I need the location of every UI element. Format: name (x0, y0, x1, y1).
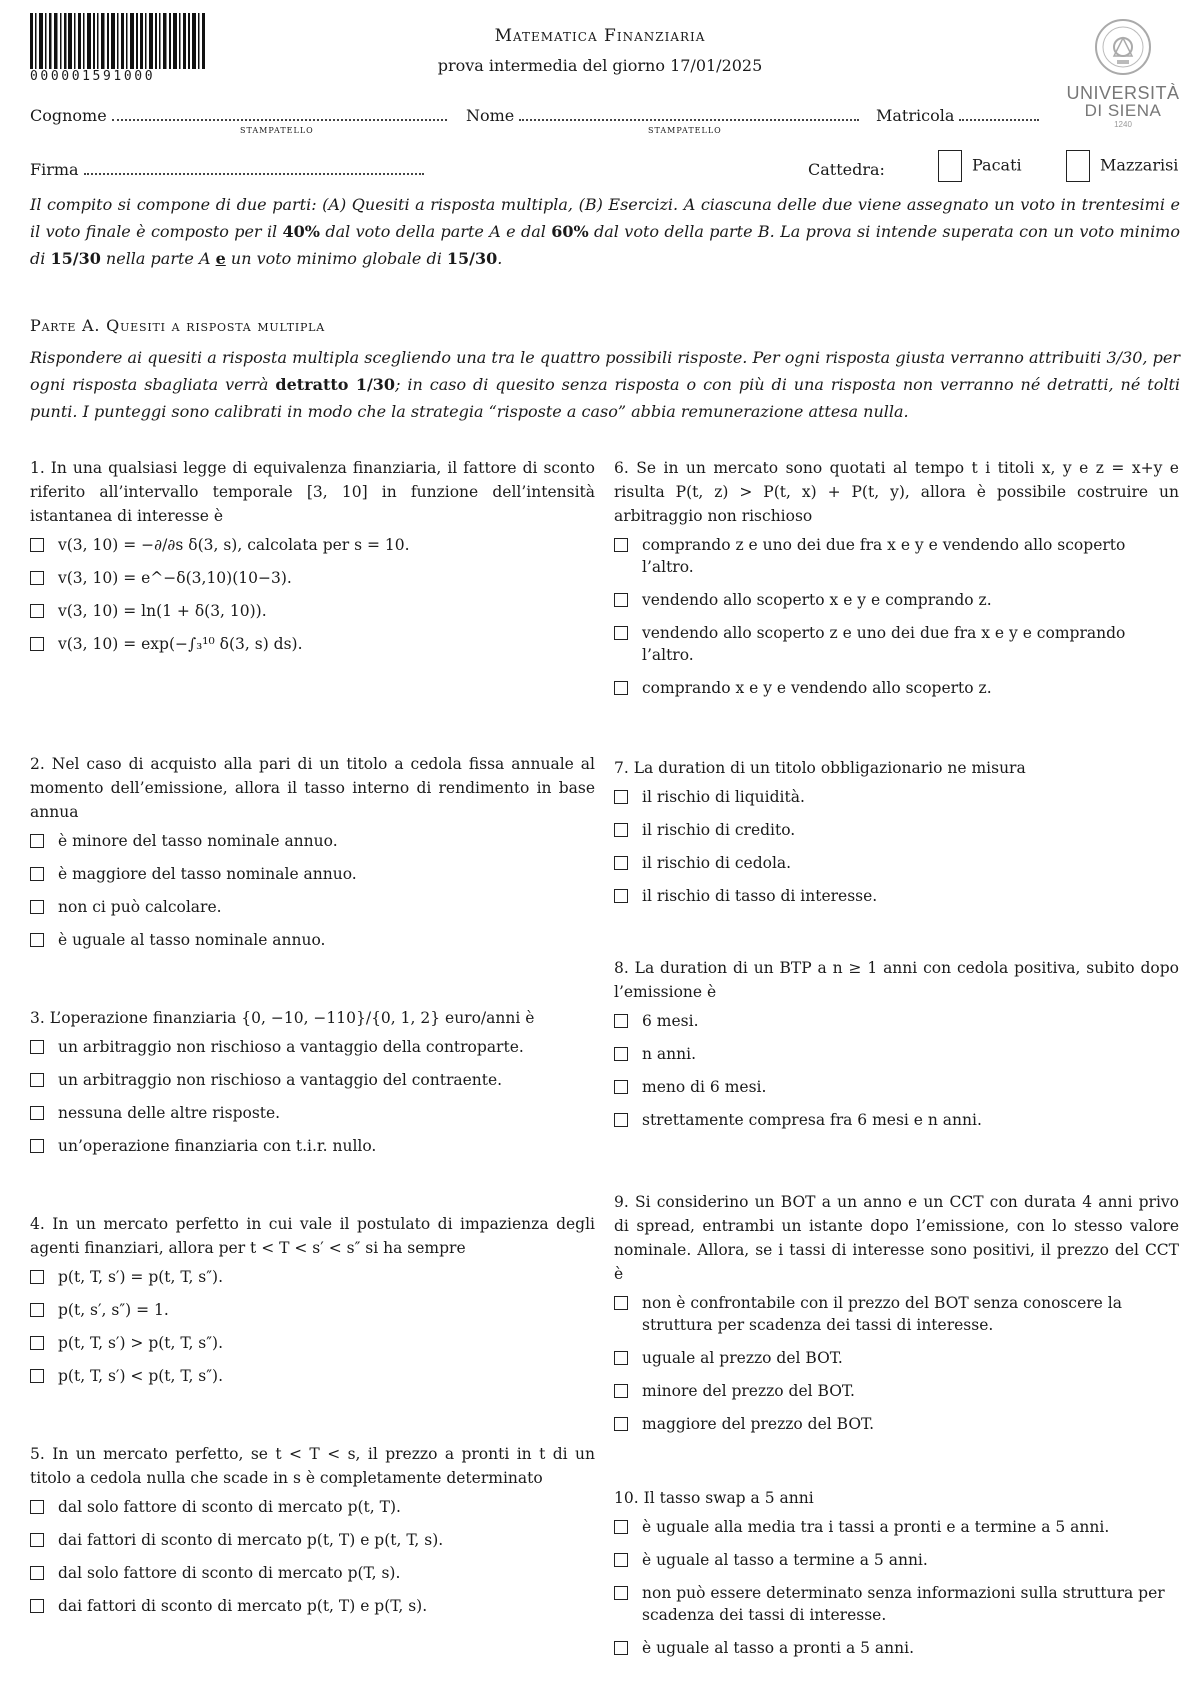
question-stem: 5. In un mercato perfetto, se t < T < s, il prezzo a pronti in t di un titolo a cedola nulla che scade in s è completamente determinato (30, 1445, 595, 1487)
part-a-heading: Parte A. Quesiti a risposta multipla (30, 316, 326, 335)
answer-option[interactable]: il rischio di liquidità. (614, 786, 1179, 808)
question-stem: 8. La duration di un BTP a n ≥ 1 anni con cedola positiva, subito dopo l’emissione è (614, 959, 1179, 1001)
answer-option[interactable]: p(t, T, s′) < p(t, T, s″). (30, 1365, 595, 1387)
answer-option[interactable]: il rischio di cedola. (614, 852, 1179, 874)
answer-option[interactable]: dal solo fattore di sconto di mercato p(T, s). (30, 1562, 595, 1584)
answer-option[interactable]: comprando z e uno dei due fra x e y e vendendo allo scoperto l’altro. (614, 534, 1179, 578)
answer-option[interactable]: dal solo fattore di sconto di mercato p(t, T). (30, 1496, 595, 1518)
answer-option[interactable]: è maggiore del tasso nominale annuo. (30, 863, 595, 885)
answer-option[interactable]: non è confrontabile con il prezzo del BOT senza conoscere la struttura per scadenza dei tassi di interesse. (614, 1292, 1179, 1336)
logo-line2: DI SIENA (1084, 101, 1162, 120)
answer-option[interactable]: v(3, 10) = exp(−∫₃¹⁰ δ(3, s) ds). (30, 633, 595, 655)
nome-field[interactable] (466, 106, 859, 125)
firma-label: Firma (30, 160, 79, 179)
cattedra-option-mazzarisi[interactable] (1066, 150, 1178, 182)
question-stem: 9. Si considerino un BOT a un anno e un CCT con durata 4 anni privo di spread, entrambi un istante dopo l’emissione, con lo stesso valore nominale. Allora, se i tassi di interesse sono positivi, il prezzo del CCT è (614, 1193, 1179, 1283)
answer-option[interactable]: non ci può calcolare. (30, 896, 595, 918)
answer-option[interactable]: è uguale al tasso a pronti a 5 anni. (614, 1637, 1179, 1659)
matricola-line[interactable] (959, 107, 1039, 121)
cattedra-label: Cattedra: (808, 160, 885, 179)
logo-year: 1240 (1114, 120, 1132, 129)
answer-option[interactable]: vendendo allo scoperto x e y e comprando z. (614, 589, 1179, 611)
question-stem: 3. L’operazione finanziaria {0, −10, −110}/{0, 1, 2} euro/anni è (30, 1009, 535, 1027)
answer-option[interactable]: dai fattori di sconto di mercato p(t, T) e p(t, T, s). (30, 1529, 595, 1551)
barcode (30, 13, 208, 85)
question-1 (30, 456, 595, 666)
answer-option[interactable]: v(3, 10) = −∂/∂s δ(3, s), calcolata per s = 10. (30, 534, 595, 556)
logo-line1: UNIVERSITÀ (1066, 83, 1180, 103)
answer-option[interactable]: è minore del tasso nominale annuo. (30, 830, 595, 852)
university-logo (1058, 14, 1188, 140)
nome-line[interactable] (519, 107, 859, 121)
answer-option[interactable]: un arbitraggio non rischioso a vantaggio del contraente. (30, 1069, 595, 1091)
exam-intro: Il compito si compone di due parti: (A) Quesiti a risposta multipla, (B) Esercizi. A ciascuna delle due viene assegnato un voto in trentesimi e il voto finale è composto per il 40% dal voto della parte A e dal 60% dal voto della parte B. La prova si intende superata con un voto minimo di 15/30 nella parte A e un voto minimo globale di 15/30. (30, 195, 1180, 268)
answer-option[interactable]: n anni. (614, 1043, 1179, 1065)
matricola-field[interactable] (876, 106, 1039, 125)
answer-option[interactable]: v(3, 10) = e^−δ(3,10)(10−3). (30, 567, 595, 589)
exam-subtitle: prova intermedia del giorno 17/01/2025 (437, 56, 763, 75)
firma-line[interactable] (84, 161, 424, 175)
question-8 (614, 956, 1179, 1142)
answer-option[interactable]: non può essere determinato senza informazioni sulla struttura per scadenza dei tassi di interesse. (614, 1582, 1179, 1626)
question-stem: 6. Se in un mercato sono quotati al tempo t i titoli x, y e z = x+y e risulta P(t, z) > P(t, x) + P(t, y), allora è possibile costruire un arbitraggio non rischioso (614, 459, 1179, 525)
firma-field[interactable] (30, 160, 424, 179)
question-stem: 1. In una qualsiasi legge di equivalenza finanziaria, il fattore di sconto riferito all’intervallo temporale [3, 10] in funzione dell’intensità istantanea di interesse è (30, 459, 595, 525)
mazzarisi-label: Mazzarisi (1100, 155, 1179, 175)
answer-option[interactable]: nessuna delle altre risposte. (30, 1102, 595, 1124)
question-4 (30, 1212, 595, 1398)
answer-option[interactable]: p(t, T, s′) = p(t, T, s″). (30, 1266, 595, 1288)
answer-option[interactable]: il rischio di tasso di interesse. (614, 885, 1179, 907)
answer-option[interactable]: è uguale alla media tra i tassi a pronti e a termine a 5 anni. (614, 1516, 1179, 1538)
answer-option[interactable]: meno di 6 mesi. (614, 1076, 1179, 1098)
answer-option[interactable]: p(t, s′, s″) = 1. (30, 1299, 595, 1321)
answer-option[interactable]: un’operazione finanziaria con t.i.r. nullo. (30, 1135, 595, 1157)
barcode-digits: 000001591000 (30, 69, 208, 85)
pacati-checkbox[interactable] (938, 150, 962, 182)
answer-option[interactable]: 6 mesi. (614, 1010, 1179, 1032)
nome-label: Nome (466, 106, 515, 125)
question-stem: 2. Nel caso di acquisto alla pari di un titolo a cedola fissa annuale al momento dell’emissione, allora il tasso interno di rendimento in base annua (30, 755, 595, 821)
question-9 (614, 1190, 1179, 1446)
pacati-label: Pacati (972, 155, 1022, 175)
question-6 (614, 456, 1179, 710)
mazzarisi-checkbox[interactable] (1066, 150, 1090, 182)
answer-option[interactable]: è uguale al tasso a termine a 5 anni. (614, 1549, 1179, 1571)
question-3 (30, 1006, 595, 1168)
answer-option[interactable]: comprando x e y e vendendo allo scoperto z. (614, 677, 1179, 699)
answer-option[interactable]: p(t, T, s′) > p(t, T, s″). (30, 1332, 595, 1354)
part-a-instructions: Rispondere ai quesiti a risposta multipla scegliendo una tra le quattro possibili risposte. Per ogni risposta giusta verranno attribuiti 3/30, per ogni risposta sbagliata verrà detratto 1/30; in caso di quesito senza risposta o con più di una risposta non verranno né detratti, né tolti punti. I punteggi sono calibrati in modo che la strategia “risposte a caso” abbia remunerazione attesa nulla. (30, 348, 1180, 421)
answer-option[interactable]: il rischio di credito. (614, 819, 1179, 841)
question-5 (30, 1442, 595, 1628)
answer-option[interactable]: uguale al prezzo del BOT. (614, 1347, 1179, 1369)
answer-option[interactable]: dai fattori di sconto di mercato p(t, T) e p(T, s). (30, 1595, 595, 1617)
university-seal-icon (1093, 14, 1153, 80)
answer-option[interactable]: un arbitraggio non rischioso a vantaggio della controparte. (30, 1036, 595, 1058)
cognome-label: Cognome (30, 106, 107, 125)
question-7 (614, 756, 1179, 918)
nome-hint: STAMPATELLO (648, 126, 722, 135)
question-2 (30, 752, 595, 962)
answer-option[interactable]: vendendo allo scoperto z e uno dei due fra x e y e comprando l’altro. (614, 622, 1179, 666)
cognome-field[interactable] (30, 106, 447, 125)
answer-option[interactable]: maggiore del prezzo del BOT. (614, 1413, 1179, 1435)
answer-option[interactable]: strettamente compresa fra 6 mesi e n anni. (614, 1109, 1179, 1131)
question-stem: 10. Il tasso swap a 5 anni (614, 1489, 814, 1507)
question-stem: 7. La duration di un titolo obbligazionario ne misura (614, 759, 1026, 777)
answer-option[interactable]: v(3, 10) = ln(1 + δ(3, 10)). (30, 600, 595, 622)
question-stem: 4. In un mercato perfetto in cui vale il postulato di impazienza degli agenti finanziari, allora per t < T < s′ < s″ si ha sempre (30, 1215, 595, 1257)
barcode-bars (30, 13, 208, 73)
cognome-line[interactable] (112, 107, 447, 121)
cattedra-option-pacati[interactable] (938, 150, 1022, 182)
cognome-hint: STAMPATELLO (240, 126, 314, 135)
answer-option[interactable]: è uguale al tasso nominale annuo. (30, 929, 595, 951)
question-10 (614, 1486, 1179, 1670)
course-title: Matematica Finanziaria (494, 26, 706, 46)
answer-option[interactable]: minore del prezzo del BOT. (614, 1380, 1179, 1402)
matricola-label: Matricola (876, 106, 955, 125)
